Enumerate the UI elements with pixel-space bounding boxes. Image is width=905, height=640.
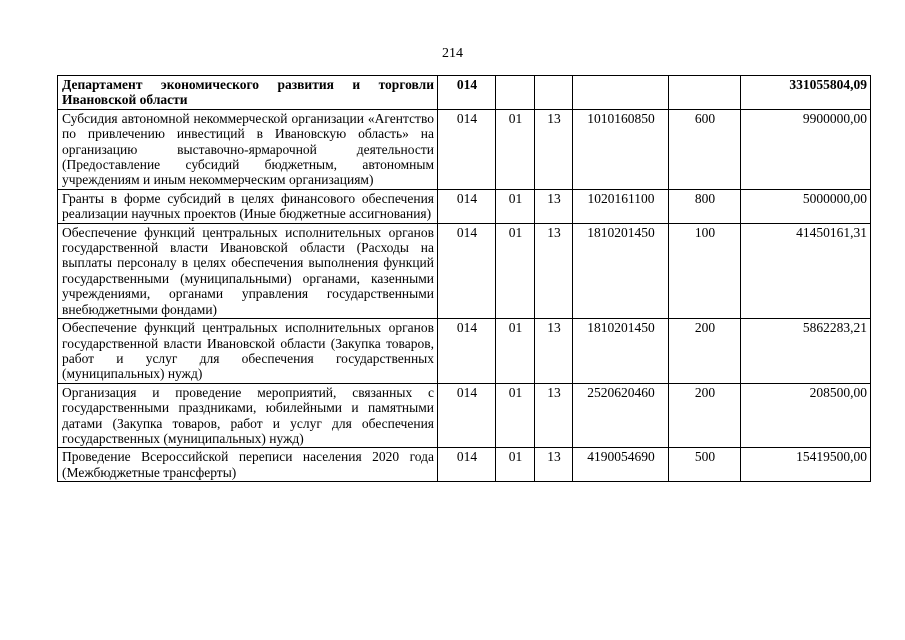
ministry-code: 014 (438, 319, 496, 384)
table-row (58, 189, 871, 223)
table-row (58, 109, 871, 189)
section-code: 01 (496, 319, 535, 384)
ministry-code: 014 (438, 189, 496, 223)
page-number: 214 (442, 46, 463, 61)
amount: 5000000,00 (741, 189, 871, 223)
ministry-code: 014 (438, 76, 496, 110)
expense-type-code: 600 (669, 109, 741, 189)
row-name: Гранты в форме субсидий в целях финансового обеспечения реализации научных проектов (Иные бюджетные ассигнования) (58, 189, 438, 223)
row-name: Обеспечение функций центральных исполнительных органов государственной власти Ивановской области (Расходы на выплаты персоналу в целях обеспечения выполнения функций государственными (муниципальными) органами, казенными учреждениями, органами управления государственными внебюджетными фондами) (58, 223, 438, 318)
expense-type-code: 200 (669, 383, 741, 448)
amount: 41450161,31 (741, 223, 871, 318)
section-code: 01 (496, 109, 535, 189)
amount: 15419500,00 (741, 448, 871, 482)
subsection-code: 13 (535, 109, 573, 189)
target-article-code: 1810201450 (573, 319, 669, 384)
ministry-code: 014 (438, 109, 496, 189)
target-article-code: 2520620460 (573, 383, 669, 448)
section-code: 01 (496, 383, 535, 448)
amount: 9900000,00 (741, 109, 871, 189)
expense-type-code: 100 (669, 223, 741, 318)
table-row (58, 223, 871, 318)
amount: 5862283,21 (741, 319, 871, 384)
target-article-code: 4190054690 (573, 448, 669, 482)
table-row (58, 448, 871, 482)
expense-type-code (669, 76, 741, 110)
row-name: Субсидия автономной некоммерческой организации «Агентство по привлечению инвестиций в Ивановскую область» на организацию выставочно-ярмарочной деятельности (Предоставление субсидий бюджетным, автономным учреждениям и иным некоммерческим организациям) (58, 109, 438, 189)
row-name: Организация и проведение мероприятий, связанных с государственными праздниками, юбилейными и памятными датами (Закупка товаров, работ и услуг для обеспечения государственных (муниципальных) нужд) (58, 383, 438, 448)
ministry-code: 014 (438, 448, 496, 482)
section-code: 01 (496, 189, 535, 223)
section-code: 01 (496, 448, 535, 482)
target-article-code: 1010160850 (573, 109, 669, 189)
section-code (496, 76, 535, 110)
budget-table (57, 75, 871, 482)
subsection-code: 13 (535, 189, 573, 223)
subsection-code: 13 (535, 319, 573, 384)
subsection-code (535, 76, 573, 110)
table-row (58, 76, 871, 110)
subsection-code: 13 (535, 223, 573, 318)
expense-type-code: 200 (669, 319, 741, 384)
row-name: Проведение Всероссийской переписи населения 2020 года (Межбюджетные трансферты) (58, 448, 438, 482)
section-code: 01 (496, 223, 535, 318)
target-article-code (573, 76, 669, 110)
subsection-code: 13 (535, 448, 573, 482)
amount: 208500,00 (741, 383, 871, 448)
ministry-code: 014 (438, 383, 496, 448)
row-name: Обеспечение функций центральных исполнительных органов государственной власти Ивановской области (Закупка товаров, работ и услуг для обеспечения государственных (муниципальных) нужд) (58, 319, 438, 384)
table-row (58, 383, 871, 448)
expense-type-code: 800 (669, 189, 741, 223)
target-article-code: 1020161100 (573, 189, 669, 223)
ministry-code: 014 (438, 223, 496, 318)
table-row (58, 319, 871, 384)
expense-type-code: 500 (669, 448, 741, 482)
target-article-code: 1810201450 (573, 223, 669, 318)
amount: 331055804,09 (741, 76, 871, 110)
subsection-code: 13 (535, 383, 573, 448)
row-name: Департамент экономического развития и торговли Ивановской области (58, 76, 438, 110)
